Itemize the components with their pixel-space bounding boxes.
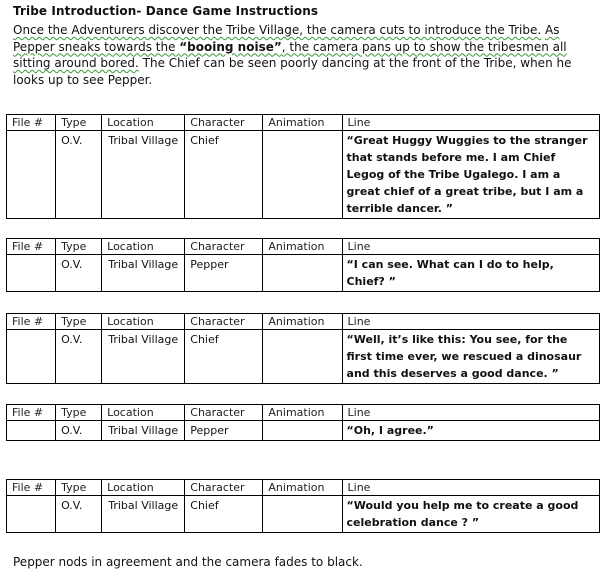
header-character: Character [185, 314, 263, 330]
header-type: Type [56, 239, 102, 255]
cell-location: Tribal Village [102, 131, 185, 219]
header-character: Character [185, 115, 263, 131]
table-header-row [7, 115, 600, 131]
cell-animation [263, 131, 342, 219]
script-table-3 [6, 313, 600, 384]
cell-animation [263, 330, 342, 384]
cell-type: O.V. [56, 131, 102, 219]
header-animation: Animation [263, 115, 342, 131]
cell-character: Pepper [185, 255, 263, 292]
table-header-row [7, 405, 600, 421]
script-table-1 [6, 114, 600, 219]
cell-type: O.V. [56, 496, 102, 533]
cell-file [7, 330, 56, 384]
table-row [7, 421, 600, 441]
intro-booing-noise: “booing noise” [179, 39, 282, 54]
cell-type: O.V. [56, 421, 102, 441]
intro-sentence-1: Once the Adventurers discover the Tribe Village, the camera cuts to introduce the Tribe. [13, 23, 542, 37]
cell-file [7, 255, 56, 292]
header-animation: Animation [263, 239, 342, 255]
header-animation: Animation [263, 480, 342, 496]
table-header-row [7, 239, 600, 255]
cell-line: “Great Huggy Wuggies to the stranger that stands before me. I am Chief Legog of the Tribe Ugalego. I am a great chief of a great tribe, but I am a terrible dancer. ” [342, 131, 599, 219]
cell-character: Chief [185, 131, 263, 219]
header-file: File # [7, 480, 56, 496]
cell-type: O.V. [56, 330, 102, 384]
intro-sentence-3: The Chief can be seen poorly dancing at the front of the Tribe, when he looks up to see Pepper. [13, 56, 572, 87]
header-type: Type [56, 405, 102, 421]
header-line: Line [342, 480, 599, 496]
header-type: Type [56, 314, 102, 330]
header-file: File # [7, 314, 56, 330]
header-location: Location [102, 405, 185, 421]
cell-animation [263, 255, 342, 292]
table-row [7, 255, 600, 292]
cell-character: Chief [185, 330, 263, 384]
closing-paragraph: Pepper nods in agreement and the camera fades to black. [13, 555, 363, 569]
cell-line: “Well, it’s like this: You see, for the first time ever, we rescued a dinosaur and this deserves a good dance. ” [342, 330, 599, 384]
cell-location: Tribal Village [102, 421, 185, 441]
cell-character: Pepper [185, 421, 263, 441]
table-header-row [7, 480, 600, 496]
cell-file [7, 421, 56, 441]
document-title: Tribe Introduction- Dance Game Instructions [13, 4, 319, 18]
header-location: Location [102, 239, 185, 255]
header-line: Line [342, 239, 599, 255]
intro-sentence-2c: , the camera pans up to show the tribesmen all sitting around bored. [13, 39, 567, 70]
header-type: Type [56, 480, 102, 496]
header-line: Line [342, 115, 599, 131]
header-line: Line [342, 405, 599, 421]
cell-file [7, 496, 56, 533]
script-table-4 [6, 404, 600, 441]
header-line: Line [342, 314, 599, 330]
cell-line: “I can see. What can I do to help, Chief? ” [342, 255, 599, 292]
header-animation: Animation [263, 405, 342, 421]
header-file: File # [7, 405, 56, 421]
intro-paragraph [13, 22, 595, 88]
cell-character: Chief [185, 496, 263, 533]
cell-location: Tribal Village [102, 255, 185, 292]
cell-type: O.V. [56, 255, 102, 292]
cell-location: Tribal Village [102, 330, 185, 384]
cell-line: “Would you help me to create a good celebration dance ? ” [342, 496, 599, 533]
table-row [7, 496, 600, 533]
script-table-2 [6, 238, 600, 292]
intro-sentence-2a: As Pepper sneaks towards the [13, 23, 560, 54]
script-table-5 [6, 479, 600, 533]
table-row [7, 330, 600, 384]
cell-animation [263, 421, 342, 441]
table-row [7, 131, 600, 219]
header-location: Location [102, 480, 185, 496]
header-file: File # [7, 239, 56, 255]
header-file: File # [7, 115, 56, 131]
header-character: Character [185, 405, 263, 421]
header-location: Location [102, 115, 185, 131]
header-animation: Animation [263, 314, 342, 330]
cell-animation [263, 496, 342, 533]
header-type: Type [56, 115, 102, 131]
cell-location: Tribal Village [102, 496, 185, 533]
cell-line: “Oh, I agree.” [342, 421, 599, 441]
header-character: Character [185, 239, 263, 255]
header-location: Location [102, 314, 185, 330]
table-header-row [7, 314, 600, 330]
cell-file [7, 131, 56, 219]
header-character: Character [185, 480, 263, 496]
